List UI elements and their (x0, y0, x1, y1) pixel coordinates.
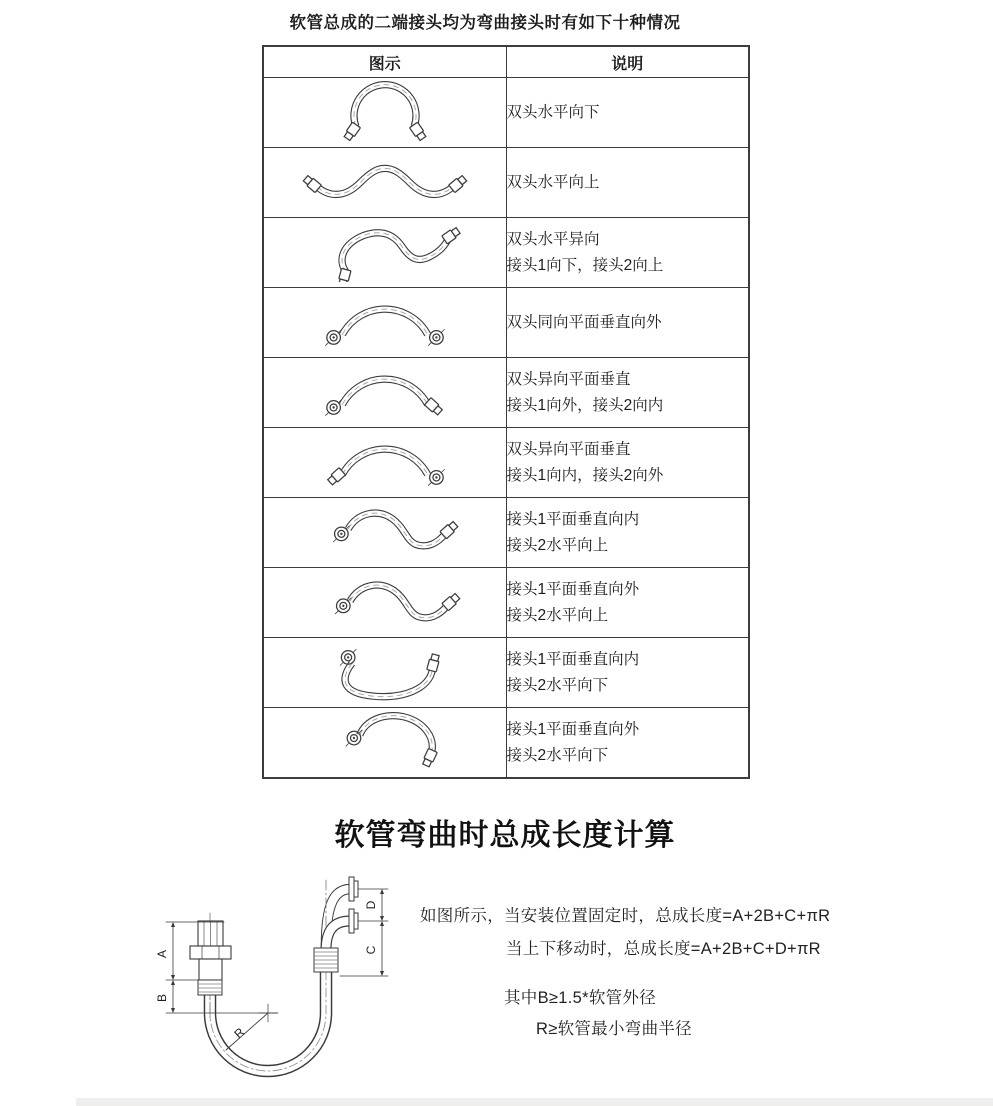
illustration-cell (263, 78, 506, 148)
dimension-d (358, 889, 388, 921)
table-row (263, 218, 749, 288)
hose-end-banjo-icon (428, 329, 444, 345)
dimension-b (155, 982, 173, 1011)
hose-both-ends-plane-perpendicular-out (266, 288, 504, 352)
dimension-a-label: A (155, 949, 169, 959)
description-cell (506, 148, 749, 218)
table-row (263, 78, 749, 148)
description-line: 接头1平面垂直向内 (506, 650, 640, 668)
dimension-d-label: D (364, 900, 378, 910)
illustration-cell (263, 428, 506, 498)
description-line: 接头1平面垂直向内 (506, 510, 640, 528)
description-cell (506, 498, 749, 568)
hose-1-perpendicular-out-2-horizontal-down (266, 708, 504, 772)
table-row (263, 638, 749, 708)
illustration-cell (263, 498, 506, 568)
illustration-cell (263, 358, 506, 428)
hose-end-nut-icon (427, 654, 441, 672)
hose-end-nut-icon (337, 268, 351, 282)
radius-annotation (226, 1004, 277, 1050)
description-line: 接头1向内，接头2向外 (506, 466, 664, 484)
note-moving-formula: 当上下移动时，总成长度=A+2B+C+D+πR (506, 940, 821, 958)
description-line: 接头2水平向上 (506, 606, 609, 624)
description-cell (506, 218, 749, 288)
description-cell (506, 288, 749, 358)
table-row (263, 498, 749, 568)
braid-sleeve-left-icon (198, 980, 222, 995)
note-r-constraint: R≥软管最小弯曲半径 (536, 1020, 692, 1038)
hose-end-banjo-icon (325, 399, 341, 415)
illustration-cell (263, 218, 506, 288)
description-cell (506, 78, 749, 148)
hose-opposite-perpendicular-1in-2out (266, 428, 504, 492)
hose-both-ends-horizontal-up (266, 148, 504, 212)
description-line: 双头同向平面垂直向外 (506, 313, 662, 331)
hose-1-perpendicular-in-2-horizontal-up (266, 498, 504, 562)
description-line: 接头1向下，接头2向上 (506, 256, 664, 274)
column-header-illustration: 图示 (263, 46, 506, 78)
assembly-length-diagram (128, 858, 420, 1096)
hose-end-banjo-icon (335, 598, 351, 614)
hose-opposite-perpendicular-1out-2in (266, 358, 504, 422)
bottom-bar (76, 1098, 993, 1106)
description-line: 双头水平向上 (506, 173, 600, 191)
description-line: 双头异向平面垂直 (506, 370, 631, 388)
note-fixed-position-formula: 如图所示，当安装位置固定时，总成长度=A+2B+C+πR (420, 907, 831, 925)
page-title: 软管总成的二端接头均为弯曲接头时有如下十种情况 (289, 14, 681, 32)
hose-1-perpendicular-out-2-horizontal-up (266, 568, 504, 632)
table-header-row (263, 46, 749, 78)
hose-configurations-table (262, 45, 750, 779)
illustration-cell (263, 708, 506, 779)
hose-both-ends-horizontal-down (266, 78, 504, 142)
table-row (263, 148, 749, 218)
note-b-constraint: 其中B≥1.5*软管外径 (504, 989, 657, 1007)
hose-end-banjo-icon (333, 526, 349, 542)
description-cell (506, 638, 749, 708)
table-row (263, 708, 749, 779)
hose-both-ends-horizontal-opposite (266, 218, 504, 282)
description-line: 接头2水平向下 (506, 676, 609, 694)
description-line: 接头2水平向下 (506, 746, 609, 764)
description-line: 接头1向外，接头2向内 (506, 396, 664, 414)
braid-sleeve-right-icon (314, 948, 338, 972)
hose-end-banjo-icon (428, 469, 444, 485)
straight-fitting-icon (190, 921, 231, 980)
description-line: 双头异向平面垂直 (506, 440, 631, 458)
hose-end-banjo-icon (325, 329, 341, 345)
column-header-description: 说明 (506, 46, 749, 78)
hose-1-perpendicular-in-2-horizontal-down (266, 638, 504, 702)
description-line: 双头水平向下 (506, 103, 600, 121)
table-row (263, 288, 749, 358)
dimension-b-label: B (155, 993, 169, 1003)
section-heading: 软管弯曲时总成长度计算 (334, 819, 676, 852)
description-line: 接头1平面垂直向外 (506, 720, 640, 738)
illustration-cell (263, 568, 506, 638)
table-row (263, 358, 749, 428)
illustration-cell (263, 288, 506, 358)
hose-end-banjo-icon (345, 730, 361, 746)
description-cell (506, 358, 749, 428)
description-line: 双头水平异向 (506, 230, 600, 248)
dimension-c (340, 923, 388, 976)
description-line: 接头1平面垂直向外 (506, 580, 640, 598)
radius-label: R (231, 1024, 248, 1042)
description-line: 接头2水平向上 (506, 536, 609, 554)
dimension-c-label: C (364, 945, 378, 955)
description-cell (506, 428, 749, 498)
table-row (263, 428, 749, 498)
hose-end-nut-icon (421, 748, 437, 767)
illustration-cell (263, 148, 506, 218)
description-cell (506, 568, 749, 638)
illustration-cell (263, 638, 506, 708)
table-row (263, 568, 749, 638)
description-cell (506, 708, 749, 779)
